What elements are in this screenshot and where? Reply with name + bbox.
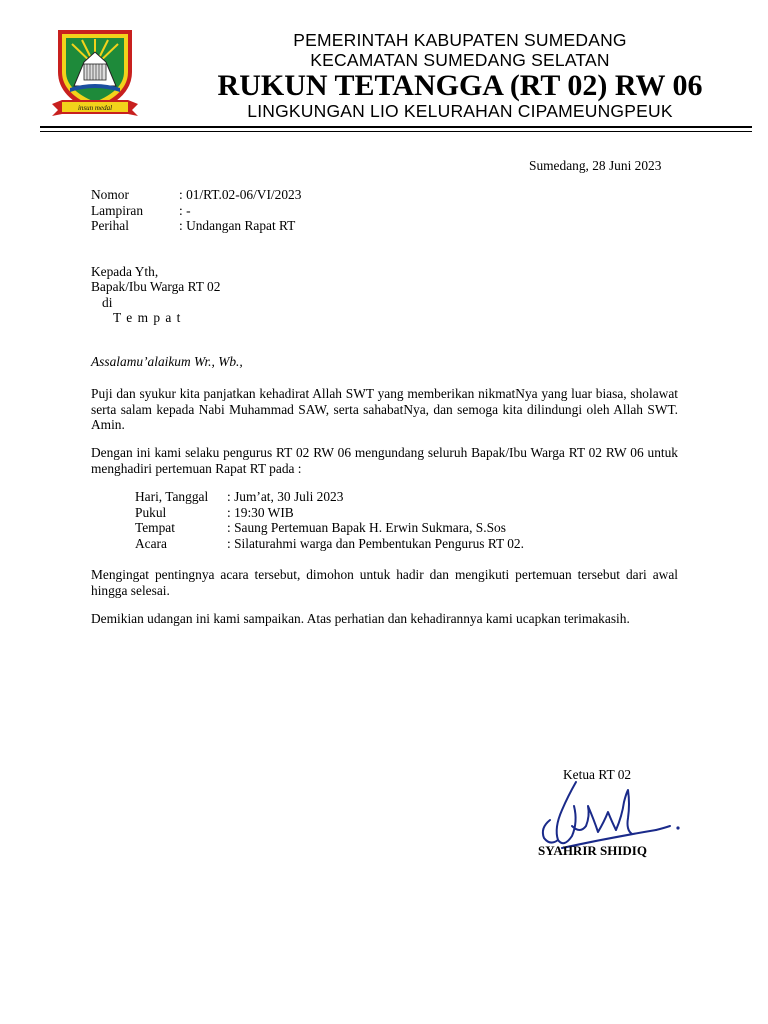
recipient-salutation: Kepada Yth, [91, 264, 159, 279]
paragraph-request: Mengingat pentingnya acara tersebut, dimohon untuk hadir dan mengikuti pertemuan tersebut dari awal hingga selesai. [91, 567, 678, 598]
signatory-name: SYAHRIR SHIDIQ [538, 843, 647, 858]
meta-label-perihal: Perihal [91, 218, 129, 233]
meta-label-lampiran: Lampiran [91, 203, 144, 218]
recipient-di: di [102, 295, 113, 310]
recipient-place: T e m p a t [113, 310, 182, 325]
letterhead-district: KECAMATAN SUMEDANG SELATAN [310, 50, 610, 70]
letterhead-government: PEMERINTAH KABUPATEN SUMEDANG [293, 30, 627, 50]
paragraph-closing: Demikian udangan ini kami sampaikan. Atas perhatian dan kehadirannya kami ucapkan terimakasih. [91, 611, 630, 626]
meta-value-lampiran: : - [179, 203, 191, 218]
detail-value-agenda: : Silaturahmi warga dan Pembentukan Pengurus RT 02. [227, 536, 524, 551]
meta-value-perihal: : Undangan Rapat RT [179, 218, 296, 233]
detail-label-place: Tempat [135, 520, 175, 535]
sumedang-regency-emblem-icon [52, 26, 138, 122]
detail-label-date: Hari, Tanggal [135, 489, 209, 504]
meta-label-nomor: Nomor [91, 187, 129, 202]
detail-value-date: : Jum’at, 30 Juli 2023 [227, 489, 344, 504]
letterhead-divider-thin [40, 131, 752, 132]
detail-value-place: : Saung Pertemuan Bapak H. Erwin Sukmara, S.Sos [227, 520, 506, 535]
greeting: Assalamu’alaikum Wr., Wb., [91, 354, 243, 369]
detail-label-agenda: Acara [135, 536, 167, 551]
paragraph-opening: Puji dan syukur kita panjatkan kehadirat Allah SWT yang memberikan nikmatNya yang luar biasa, sholawat serta salam kepada Nabi Muhammad SAW, serta sahabatNya, dan semoga kita dilindungi oleh Allah SWT. Amin. [91, 386, 678, 432]
letter-date: Sumedang, 28 Juni 2023 [529, 158, 662, 173]
detail-label-time: Pukul [135, 505, 167, 520]
regency-emblem-logo [52, 26, 138, 122]
letterhead-neighborhood: LINGKUNGAN LIO KELURAHAN CIPAMEUNGPEUK [247, 101, 673, 121]
meta-value-nomor: : 01/RT.02-06/VI/2023 [179, 187, 302, 202]
paragraph-invitation: Dengan ini kami selaku pengurus RT 02 RW 06 mengundang seluruh Bapak/Ibu Warga RT 02 RW 06 untuk menghadiri pertemuan Rapat RT pada : [91, 445, 678, 476]
letterhead-org-title: RUKUN TETANGGA (RT 02) RW 06 [217, 69, 703, 102]
svg-text:insun medal: insun medal [77, 104, 113, 112]
recipient-name: Bapak/Ibu Warga RT 02 [91, 279, 221, 294]
detail-value-time: : 19:30 WIB [227, 505, 294, 520]
letterhead-divider-thick [40, 126, 752, 128]
signature-title: Ketua RT 02 [563, 767, 632, 782]
